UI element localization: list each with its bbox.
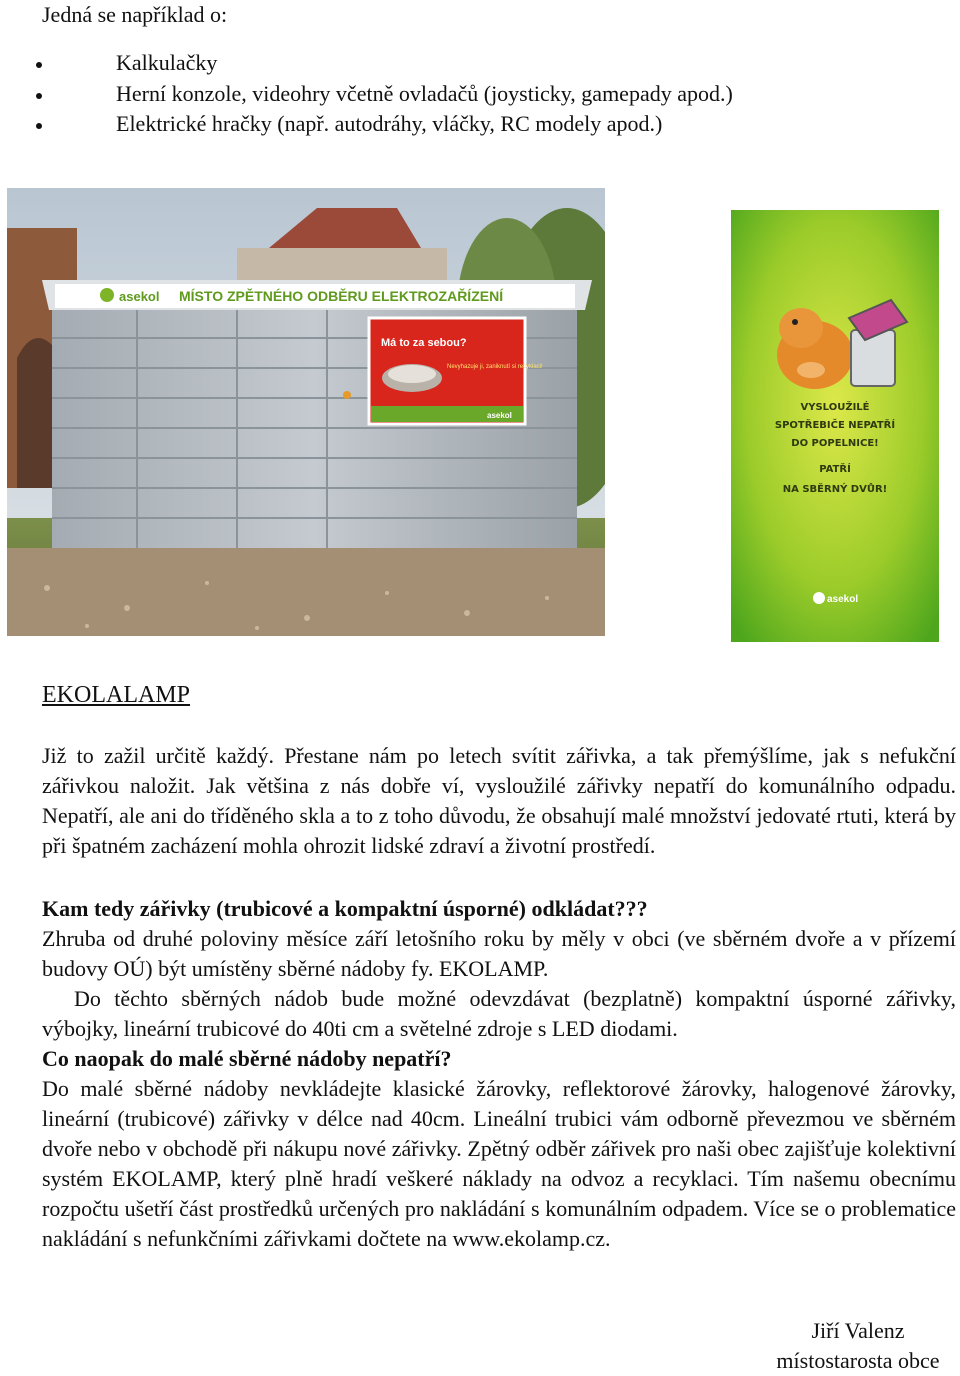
leaflet-line-4: PATŘÍ — [819, 464, 851, 475]
list-item: Herní konzole, videohry včetně ovladačů (joysticky, gamepady apod.) — [42, 79, 733, 110]
leaflet-line-1: VYSLOUŽILÉ — [800, 402, 870, 413]
paragraph-4: Do malé sběrné nádoby nevkládejte klasické žárovky, reflektorové žárovky, halogenové žárovky, lineární (trubicové) zářivky v délce nad 40cm. Lineální trubici vám odborně převezmou ve sběrném dvoře nebo v obchodě při nákupu nové zářivky. Zpětný odběr zářivek pro naši obec zajišťuje kolektivní systém EKOLAMP, který plně hradí veškeré náklady na odvoz a recyklaci. Tím našemu obecnímu rozpočtu ušetří část prostředků určených pro nakládání s komunálním odpadem. Více se o problematice nakládání s nefunkčními zářivkami dočtete na www.ekolamp.cz. — [42, 1076, 956, 1251]
question-1: Kam tedy zářivky (trubicové a kompaktní úsporné) odkládat??? — [42, 896, 648, 921]
leaflet-line-2: SPOTŘEBIČE NEPATŘÍ — [774, 420, 896, 431]
paragraph-3: Do těchto sběrných nádob bude možné odevzdávat (bezplatně) kompaktní úsporné zářivky, výbojky, lineární trubicové do 40ti cm a světelné zdroje s LED diodami. — [42, 986, 956, 1041]
question-2: Co naopak do malé sběrné nádoby nepatří? — [42, 1046, 452, 1071]
collection-point-photo — [7, 188, 605, 636]
leaflet-line-3: DO POPELNICE! — [791, 438, 879, 449]
signature-block — [760, 1316, 956, 1376]
intro-text: Jedná se například o: — [42, 2, 228, 27]
sign-text: MÍSTO ZPĚTNÉHO ODBĚRU ELEKTROZAŘÍZENÍ — [179, 288, 504, 304]
paragraph-1: Již to zažil určitě každý. Přestane nám po letech svítit zářivka, a tak přemýšlíme, jak s nefukční zářivkou naložit. Jak většina z nás dobře ví, vysloužilé zářivky nepatří do komunálního odpadu. Nepatří, ale ani do tříděného skla a to z toho důvodu, že obsahují malé množství jedovaté rtuti, která by při špatném zacházení mohla ohrozit lidské zdraví a životní prostředí. — [42, 743, 956, 858]
section-heading: EKOLALAMP — [42, 682, 190, 708]
list-item: Elektrické hračky (např. autodráhy, vláčky, RC modely apod.) — [42, 109, 733, 140]
bullet-list — [42, 48, 733, 140]
list-item: Kalkulačky — [42, 48, 733, 79]
signature-name: Jiří Valenz — [811, 1318, 905, 1343]
bullet-icon — [36, 93, 42, 99]
signature-title: místostarosta obce — [776, 1348, 940, 1373]
leaflet-image — [731, 210, 939, 642]
bullet-icon — [36, 62, 42, 68]
sign-brand-text: asekol — [119, 289, 160, 304]
poster-title: Má to za sebou? — [381, 337, 467, 349]
poster-brand: asekol — [487, 411, 512, 420]
leaflet-brand: asekol — [827, 594, 859, 605]
poster-text: Nevyhazuje ji, zaniknutí si recyklaci! — [447, 364, 543, 370]
paragraph-2: Zhruba od druhé poloviny měsíce září letošního roku by měly v obci (ve sběrném dvoře a v přízemí budovy OÚ) být umístěny sběrné nádoby fy. EKOLAMP. — [42, 926, 956, 981]
leaflet-line-5: NA SBĚRNÝ DVŮR! — [782, 484, 888, 495]
bullet-icon — [36, 123, 42, 129]
